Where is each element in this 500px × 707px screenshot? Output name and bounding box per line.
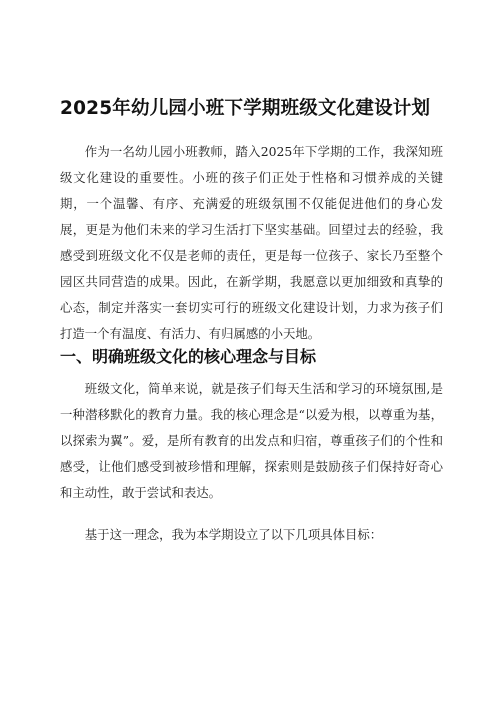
concept-paragraph: 班级文化，简单来说，就是孩子们每天生活和学习的环境氛围,是一种潜移默化的教育力量。我的核心理念是“以爱为根，以尊重为基，以探索为翼”。爱，是所有教育的出发点和归宿，尊重孩子们的个性和感受，让他们感受到被珍惜和理解，探索则是鼓励孩子们保持好奇心和主动性，敢于尝试和表达。	[60, 381, 443, 500]
intro-paragraph: 作为一名幼儿园小班教师，踏入2025年下学期的工作，我深知班级文化建设的重要性。小班的孩子们正处于性格和习惯养成的关键期，一个温馨、有序、充满爱的班级氛围不仅能促进他们的身心发展，更是为他们未来的学习生活打下坚实基础。回望过去的经验，我感受到班级文化不仅是老师的责任，更是每一位孩子、家长乃至整个园区共同营造的成果。因此，在新学期，我愿意以更加细致和真挚的心态，制定并落实一套切实可行的班级文化建设计划，力求为孩子们打造一个有温度、有活力、有归属感的小天地。	[60, 144, 443, 341]
section-heading: 一、明确班级文化的核心理念与目标	[60, 347, 317, 366]
document-title: 2025年幼儿园小班下学期班级文化建设计划	[60, 98, 431, 119]
goals-intro-paragraph: 基于这一理念，我为本学期设立了以下几项具体目标：	[84, 527, 383, 542]
